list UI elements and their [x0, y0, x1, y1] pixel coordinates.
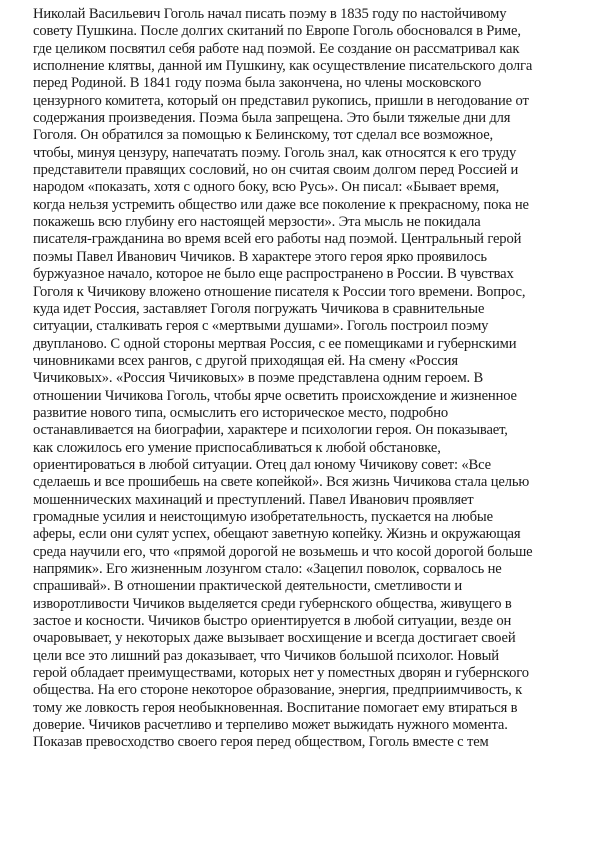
text-line: изворотливости Чичиков выделяется среди губернского общества, живущего в [33, 595, 512, 612]
text-line: буржуазное начало, которое не было еще распространено в России. В чувствах [33, 266, 514, 283]
text-line: мошеннических махинаций и преступлений. Павел Иванович проявляет [33, 491, 474, 508]
text-line: Николай Васильевич Гоголь начал писать поэму в 1835 году по настойчивому [33, 6, 507, 22]
text-line: народом «показать, хотя с одного боку, всю Русь». Он писал: «Бывает время, [33, 179, 500, 196]
text-line: очаровывает, у некоторых даже вызывает восхищение и всегда достигает своей [33, 630, 516, 647]
text-line: представители правящих сословий, но он считая своим долгом перед Россией и [33, 162, 519, 179]
text-line: герой обладает преимуществами, которых нет у поместных дворян и губернского [33, 665, 529, 682]
text-line: доверие. Чичиков расчетливо и терпеливо может выжидать нужного момента. [33, 717, 508, 734]
text-line: цели все это лишний раз доказывает, что Чичиков большой психолог. Новый [33, 647, 499, 664]
text-line: где целиком посвятил себя работе над поэмой. Ее создание он рассматривал как [33, 40, 520, 57]
text-line: покажешь всю глубину его настоящей мерзости». Эта мысль не покидала [33, 214, 481, 231]
text-line: чтобы, минуя цензуру, напечатать поэму. Гоголь знал, как относятся к его труду [33, 144, 517, 161]
text-line: останавливается на биографии, характере и психологии героя. Он показывает, [33, 422, 508, 439]
text-line: перед Родиной. В 1841 году поэма была закончена, но члены московского [33, 75, 482, 92]
text-line: напрямик». Его жизненным лозунгом стало: «Зацепил поволок, сорвалось не [33, 561, 502, 577]
text-line: двупланово. С одной стороны мертвая Россия, с ее помещиками и губернскими [33, 335, 517, 352]
text-line: спрашивай». В отношении практической деятельности, сметливости и [33, 578, 462, 595]
text-line: содержания произведения. Поэма была запрещена. Это были тяжелые дни для [33, 110, 511, 127]
text-line: совету Пушкина. После долгих скитаний по Европе Гоголь обосновался в Риме, [33, 23, 521, 40]
text-line: Показав превосходство своего героя перед обществом, Гоголь вместе с тем [33, 734, 489, 751]
text-line: ориентироваться в любой ситуации. Отец дал юному Чичикову совет: «Все [33, 456, 491, 473]
text-line: куда идет Россия, заставляет Гоголя погружать Чичикова в сравнительные [33, 300, 485, 317]
text-line: аферы, если они сулят успех, обещают заветную копейку. Жизнь и окружающая [33, 526, 521, 543]
text-line: исполнение клятвы, данной им Пушкину, как осуществление писательского долга [33, 58, 533, 75]
text-line: поэмы Павел Иванович Чичиков. В характере этого героя ярко проявилось [33, 248, 487, 265]
text-line: застое и косности. Чичиков быстро ориентируется в любой ситуации, везде он [33, 613, 512, 630]
text-line: Гоголя. Он обратился за помощью к Белинскому, тот сделал все возможное, [33, 127, 494, 144]
text-line: Гоголя к Чичикову вложено отношение писателя к России того времени. Вопрос, [33, 283, 526, 300]
text-line: тому же ловкость героя необыкновенная. Воспитание помогает ему втираться в [33, 699, 518, 716]
text-line: громадные усилия и неистощимую изобретательность, пускается на любые [33, 508, 493, 525]
text-line: отношении Чичикова Гоголь, чтобы ярче осветить происхождение и жизненное [33, 387, 517, 404]
text-line: ситуации, сталкивать героя с «мертвыми душами». Гоголь построил поэму [33, 318, 489, 335]
text-line: развитие нового типа, осмыслить его историческое место, подробно [33, 404, 449, 421]
text-line: сделаешь и все прошибешь на свете копейкой». Вся жизнь Чичикова стала целью [33, 474, 530, 491]
text-line: как сложилось его умение приспосабливаться к любой обстановке, [33, 439, 441, 456]
text-line: чиновниками всех рангов, с другой приходящая ей. На смену «Россия [33, 352, 458, 369]
text-line: писателя-гражданина во время всей его работы над поэмой. Центральный герой [33, 231, 522, 248]
text-line: цензурного комитета, который он представил рукопись, пришли в негодование от [33, 92, 529, 109]
text-line: среда научили его, что «прямой дорогой не возьмешь и что косой дорогой больше [33, 543, 533, 560]
text-line: общества. На его стороне некоторое образование, энергия, предприимчивость, к [33, 682, 523, 699]
body-text [33, 6, 573, 752]
text-line: Чичиковых». «Россия Чичиковых» в поэме представлена одним героем. В [33, 370, 484, 387]
text-line: когда нельзя устремить общество или даже все поколение к прекрасному, пока не [33, 196, 529, 213]
